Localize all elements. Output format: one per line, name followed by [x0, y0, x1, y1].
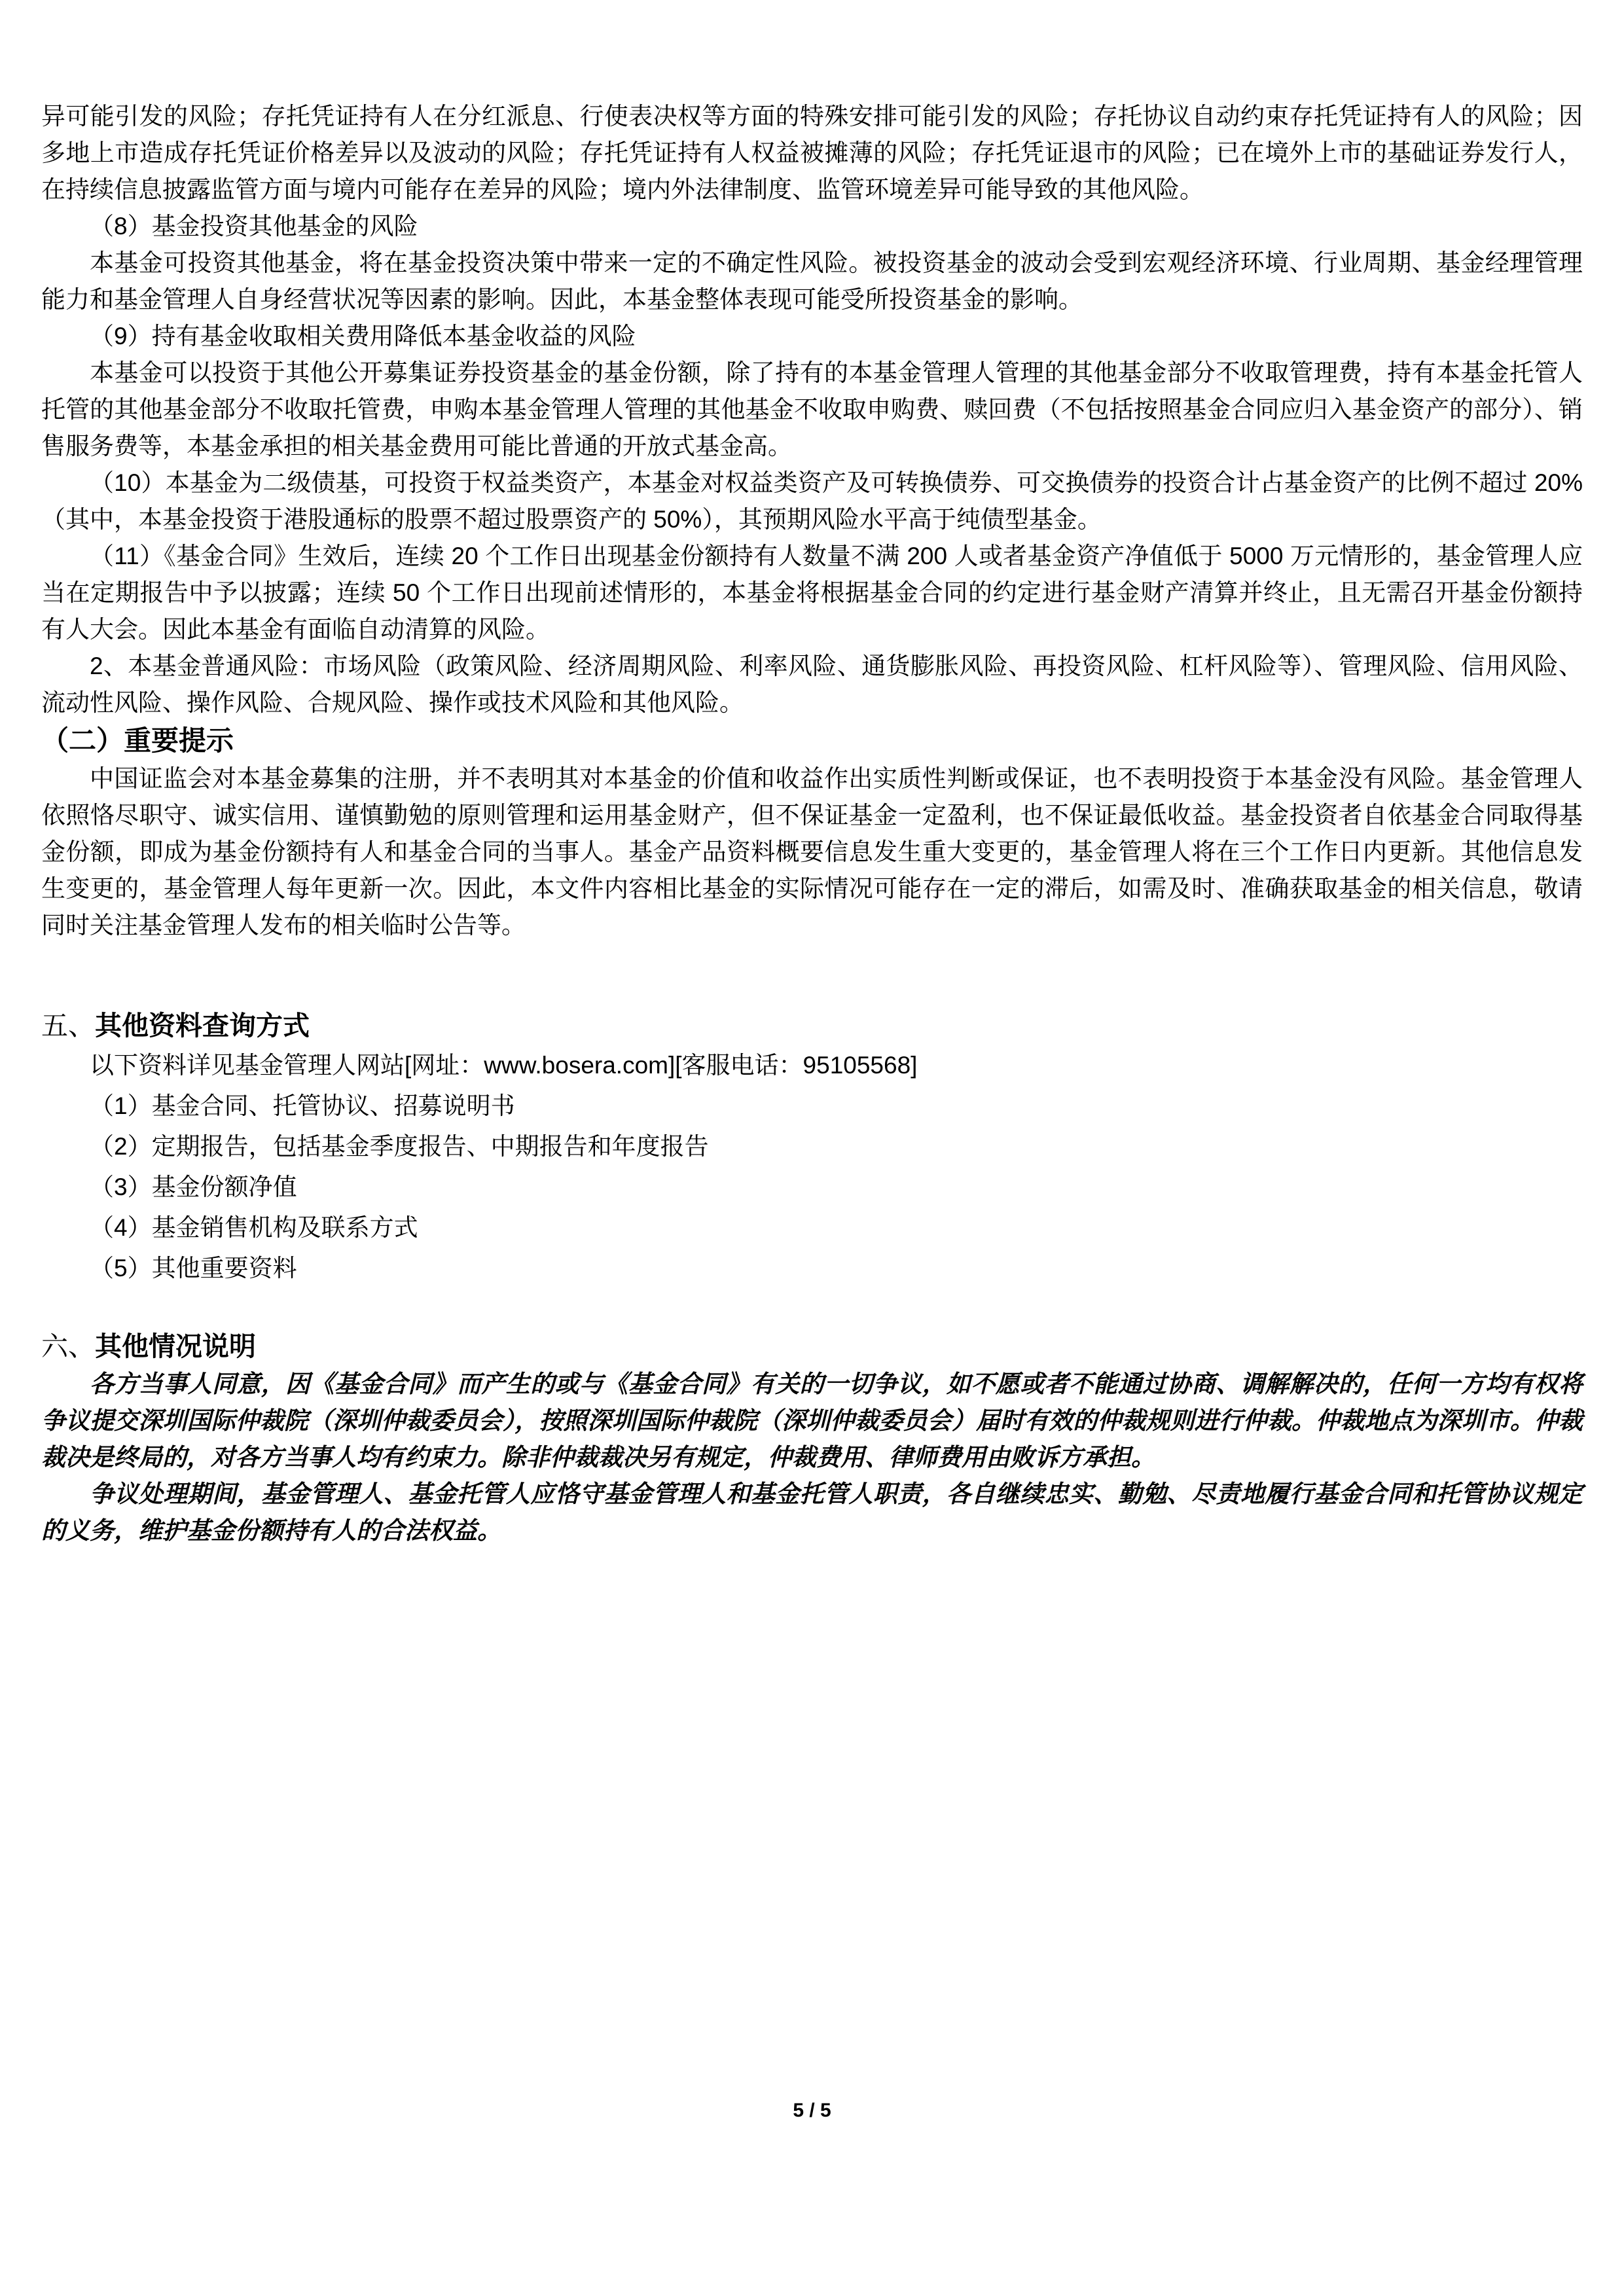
section5-number: 五、 — [41, 1011, 95, 1041]
section6-title: 其他情况说明 — [95, 1331, 256, 1361]
risk-item9-title: （9）持有基金收取相关费用降低本基金收益的风险 — [90, 323, 636, 350]
important-notice-body: 中国证监会对本基金募集的注册，并不表明其对本基金的价值和收益作出实质性判断或保证，也不表明投资于本基金没有风险。基金管理人依照恪尽职守、诚实信用、谨慎勤勉的原则管理和运用基金财产，但不保证基金一定盈利，也不保证最低收益。基金投资者自依基金合同取得基金份额，即成为基金份额持有人和基金合同的当事人。基金产品资料概要信息发生重大变更的，基金管理人将在三个工作日内更新。其他信息发生变更的，基金管理人每年更新一次。因此，本文件内容相比基金的实际情况可能存在一定的滞后，如需及时、准确获取基金的相关信息，敬请同时关注基金管理人发布的相关临时公告等。 — [41, 765, 1583, 939]
risk-item9-body: 本基金可以投资于其他公开募集证券投资基金的基金份额，除了持有的本基金管理人管理的其他基金部分不收取管理费，持有本基金托管人托管的其他基金部分不收取托管费，申购本基金管理人管理的其他基金不收取申购费、赎回费（不包括按照基金合同应归入基金资产的部分）、销售服务费等，本基金承担的相关基金费用可能比普通的开放式基金高。 — [41, 359, 1583, 459]
risk-item10-body: （10）本基金为二级债基，可投资于权益类资产，本基金对权益类资产及可转换债券、可交换债券的投资合计占基金资产的比例不超过 20%（其中，本基金投资于港股通标的股票不超过股票资产的 50%），其预期风险水平高于纯债型基金。 — [41, 469, 1583, 533]
section6-paragraph-2: 争议处理期间，基金管理人、基金托管人应恪守基金管理人和基金托管人职责，各自继续忠实、勤勉、尽责地履行基金合同和托管协议规定的义务，维护基金份额持有人的合法权益。 — [41, 1480, 1583, 1544]
section6-heading — [41, 1327, 1583, 1366]
section5-title: 其他资料查询方式 — [95, 1011, 310, 1041]
risk-continuation-paragraph: 异可能引发的风险；存托凭证持有人在分红派息、行使表决权等方面的特殊安排可能引发的风险；存托协议自动约束存托凭证持有人的风险；因多地上市造成存托凭证价格差异以及波动的风险；存托凭证持有人权益被摊薄的风险；存托凭证退市的风险；已在境外上市的基础证券发行人，在持续信息披露监管方面与境内可能存在差异的风险；境内外法律制度、监管环境差异可能导致的其他风险。 — [41, 103, 1583, 203]
section6-paragraph-1: 各方当事人同意，因《基金合同》而产生的或与《基金合同》有关的一切争议，如不愿或者不能通过协商、调解解决的，任何一方均有权将争议提交深圳国际仲裁院（深圳仲裁委员会），按照深圳国际仲裁院（深圳仲裁委员会）届时有效的仲裁规则进行仲裁。仲裁地点为深圳市。仲裁裁决是终局的，对各方当事人均有约束力。除非仲裁裁决另有规定，仲裁费用、律师费用由败诉方承担。 — [41, 1371, 1583, 1471]
list-item: （2）定期报告，包括基金季度报告、中期报告和年度报告 — [90, 1133, 709, 1160]
list-item: （5）其他重要资料 — [90, 1255, 297, 1282]
risk-item8-body: 本基金可投资其他基金，将在基金投资决策中带来一定的不确定性风险。被投资基金的波动会受到宏观经济环境、行业周期、基金经理管理能力和基金管理人自身经营状况等因素的影响。因此，本基金整体表现可能受所投资基金的影响。 — [41, 249, 1583, 313]
section5-heading — [41, 1006, 1583, 1045]
document-content — [41, 98, 1583, 1549]
common-risk-paragraph: 2、本基金普通风险：市场风险（政策风险、经济周期风险、利率风险、通货膨胀风险、再投资风险、杠杆风险等）、管理风险、信用风险、流动性风险、操作风险、合规风险、操作或技术风险和其他风险。 — [41, 653, 1583, 716]
section5-intro: 以下资料详见基金管理人网站[网址：www.bosera.com][客服电话：95105568] — [90, 1052, 918, 1079]
page-number: 5 / 5 — [793, 2100, 831, 2121]
risk-item11-body: （11）《基金合同》生效后，连续 20 个工作日出现基金份额持有人数量不满 200 人或者基金资产净值低于 5000 万元情形的，基金管理人应当在定期报告中予以披露；连续 50 个工作日出现前述情形的，本基金将根据基金合同的约定进行基金财产清算并终止，且无需召开基金份额持有人大会。因此本基金有面临自动清算的风险。 — [41, 543, 1583, 643]
list-item: （1）基金合同、托管协议、招募说明书 — [90, 1092, 515, 1119]
important-notice-heading: （二）重要提示 — [41, 725, 234, 756]
list-item: （4）基金销售机构及联系方式 — [90, 1214, 418, 1241]
risk-item8-title: （8）基金投资其他基金的风险 — [90, 213, 418, 240]
section6-number: 六、 — [41, 1331, 95, 1361]
list-item: （3）基金份额净值 — [90, 1174, 297, 1200]
